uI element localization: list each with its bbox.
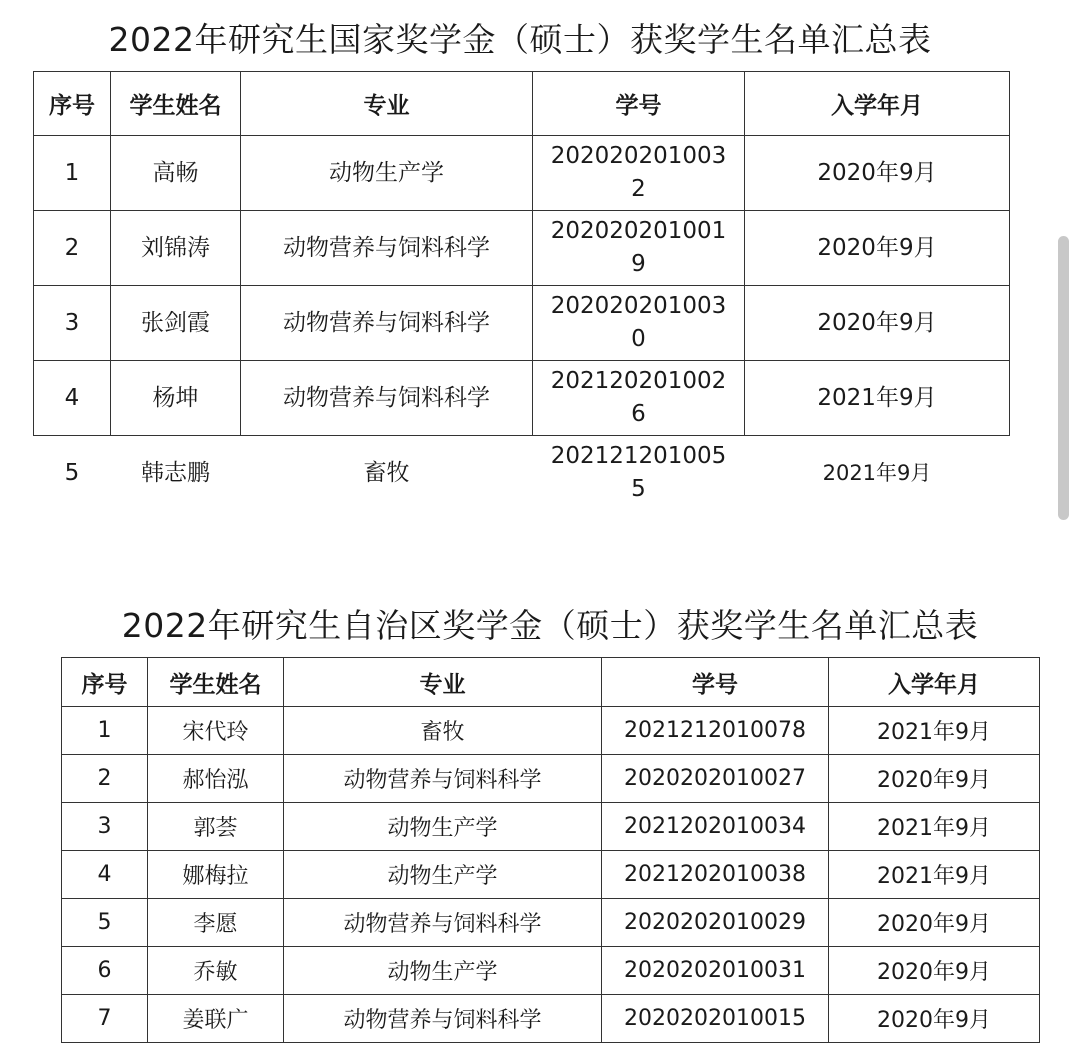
cell-name: 宋代玲 bbox=[148, 707, 284, 755]
cell-student-id: 2021202010026 bbox=[533, 361, 745, 436]
cell-student-id: 2021202010038 bbox=[602, 851, 829, 899]
cell-major: 动物营养与饲料科学 bbox=[241, 211, 533, 286]
header-major: 专业 bbox=[241, 72, 533, 136]
cell-enroll-date: 2021年9月 bbox=[822, 460, 932, 485]
cell-name: 郭荟 bbox=[148, 803, 284, 851]
cell-enroll-date: 2021年9月 bbox=[829, 707, 1040, 755]
cell-student-id: 2020202010015 bbox=[602, 995, 829, 1043]
header-student-id: 学号 bbox=[602, 658, 829, 707]
table-row bbox=[34, 361, 1010, 436]
cell-student-id: 2020202010019 bbox=[533, 211, 745, 286]
cell-enroll-date: 2020年9月 bbox=[829, 755, 1040, 803]
header-enroll-date: 入学年月 bbox=[829, 658, 1040, 707]
cell-major: 动物营养与饲料科学 bbox=[284, 995, 602, 1043]
cell-name: 张剑霞 bbox=[111, 286, 241, 361]
table-header-row bbox=[62, 658, 1040, 707]
cell-enroll-date: 2020年9月 bbox=[745, 136, 1010, 211]
table2-title: 2022年研究生自治区奖学金（硕士）获奖学生名单汇总表 bbox=[121, 606, 979, 645]
header-enroll-date: 入学年月 bbox=[745, 72, 1010, 136]
cell-enroll-date: 2020年9月 bbox=[829, 947, 1040, 995]
cell-enroll-date: 2020年9月 bbox=[829, 899, 1040, 947]
table-row bbox=[34, 136, 1010, 211]
cell-index: 4 bbox=[62, 851, 148, 899]
cell-index: 1 bbox=[62, 707, 148, 755]
table-row bbox=[62, 851, 1040, 899]
cell-index: 7 bbox=[62, 995, 148, 1043]
cell-name: 姜联广 bbox=[148, 995, 284, 1043]
cell-student-id: 2020202010031 bbox=[602, 947, 829, 995]
table-row bbox=[62, 947, 1040, 995]
cell-major: 动物营养与饲料科学 bbox=[241, 286, 533, 361]
cell-index: 3 bbox=[62, 803, 148, 851]
regional-scholarship-table bbox=[61, 657, 1040, 1043]
table-row bbox=[62, 995, 1040, 1043]
header-index: 序号 bbox=[62, 658, 148, 707]
table-row bbox=[34, 436, 1010, 511]
cell-index: 6 bbox=[62, 947, 148, 995]
cell-index: 2 bbox=[62, 755, 148, 803]
cell-name: 高畅 bbox=[111, 136, 241, 211]
table-header-row bbox=[34, 72, 1010, 136]
header-major: 专业 bbox=[284, 658, 602, 707]
cell-student-id: 2021202010034 bbox=[602, 803, 829, 851]
cell-enroll-date: 2020年9月 bbox=[745, 286, 1010, 361]
cell-student-id: 2020202010027 bbox=[602, 755, 829, 803]
cell-major: 动物营养与饲料科学 bbox=[284, 899, 602, 947]
cell-major: 畜牧 bbox=[363, 459, 410, 486]
cell-major: 动物生产学 bbox=[284, 947, 602, 995]
table-row bbox=[62, 899, 1040, 947]
cell-index: 1 bbox=[34, 136, 111, 211]
table-row bbox=[62, 755, 1040, 803]
national-scholarship-table bbox=[33, 71, 1010, 510]
cell-student-id: 2020202010029 bbox=[602, 899, 829, 947]
table-row bbox=[62, 707, 1040, 755]
cell-enroll-date: 2021年9月 bbox=[829, 851, 1040, 899]
header-index: 序号 bbox=[34, 72, 111, 136]
cell-name: 乔敏 bbox=[148, 947, 284, 995]
cell-major: 动物生产学 bbox=[241, 136, 533, 211]
cell-student-id: 2021212010055 bbox=[550, 443, 727, 502]
cell-index: 4 bbox=[34, 361, 111, 436]
cell-major: 动物营养与饲料科学 bbox=[284, 755, 602, 803]
cell-major: 动物营养与饲料科学 bbox=[241, 361, 533, 436]
cell-index: 2 bbox=[34, 211, 111, 286]
table-row bbox=[62, 803, 1040, 851]
cell-name: 李愿 bbox=[148, 899, 284, 947]
cell-enroll-date: 2021年9月 bbox=[829, 803, 1040, 851]
cell-name: 娜梅拉 bbox=[148, 851, 284, 899]
table-row bbox=[34, 286, 1010, 361]
cell-major: 动物生产学 bbox=[284, 803, 602, 851]
cell-name: 杨坤 bbox=[111, 361, 241, 436]
cell-name: 刘锦涛 bbox=[111, 211, 241, 286]
cell-name: 郝怡泓 bbox=[148, 755, 284, 803]
cell-index: 5 bbox=[64, 459, 80, 486]
cell-enroll-date: 2020年9月 bbox=[745, 211, 1010, 286]
cell-major: 动物生产学 bbox=[284, 851, 602, 899]
cell-major: 畜牧 bbox=[284, 707, 602, 755]
cell-index: 3 bbox=[34, 286, 111, 361]
cell-enroll-date: 2021年9月 bbox=[745, 361, 1010, 436]
header-student-id: 学号 bbox=[533, 72, 745, 136]
cell-student-id: 2020202010032 bbox=[533, 136, 745, 211]
table1-title: 2022年研究生国家奖学金（硕士）获奖学生名单汇总表 bbox=[108, 20, 932, 59]
vertical-scrollbar[interactable] bbox=[1058, 236, 1069, 520]
cell-enroll-date: 2020年9月 bbox=[829, 995, 1040, 1043]
cell-student-id: 2020202010030 bbox=[533, 286, 745, 361]
cell-index: 5 bbox=[62, 899, 148, 947]
cell-student-id: 2021212010078 bbox=[602, 707, 829, 755]
header-name: 学生姓名 bbox=[148, 658, 284, 707]
table-row bbox=[34, 211, 1010, 286]
cell-name: 韩志鹏 bbox=[141, 459, 210, 486]
header-name: 学生姓名 bbox=[111, 72, 241, 136]
